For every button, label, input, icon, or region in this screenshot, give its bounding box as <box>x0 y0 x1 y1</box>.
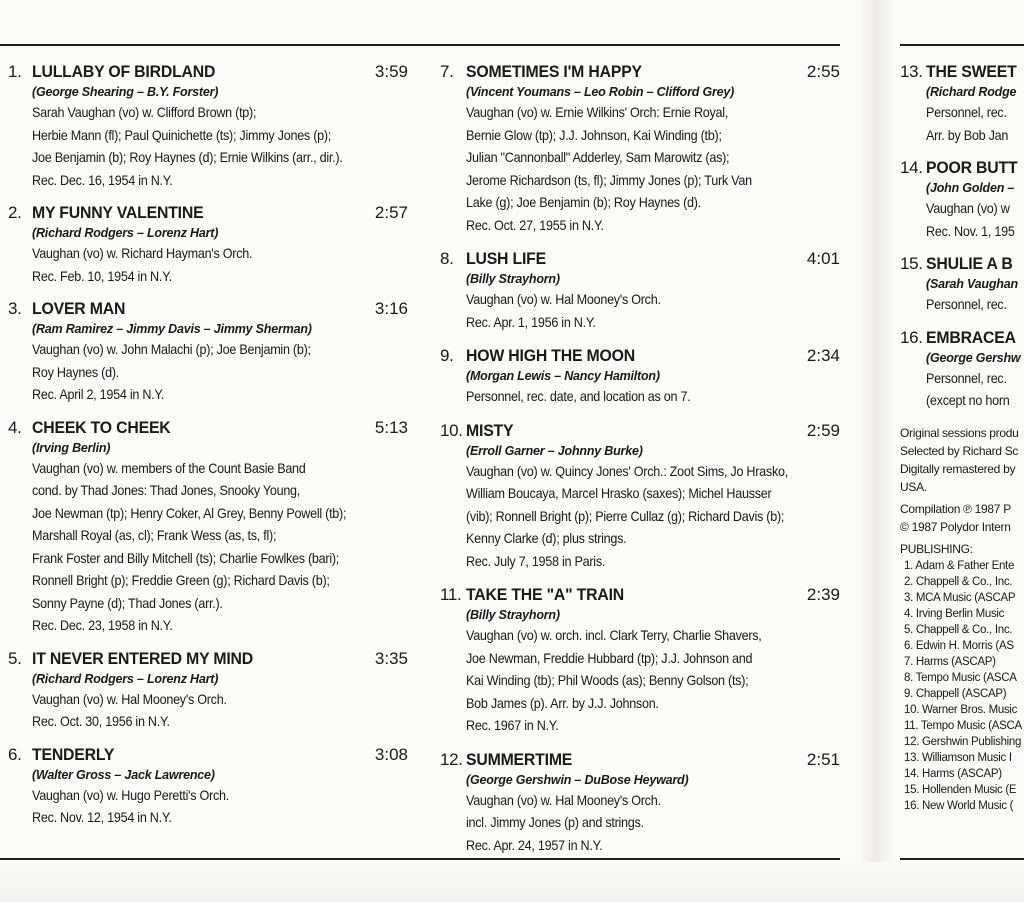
track-title: CHEEK TO CHEEK <box>32 417 171 437</box>
track-entry <box>900 62 1024 146</box>
track-detail-line: Jerome Richardson (ts, fl); Jimmy Jones (p); Turk Van <box>466 171 752 188</box>
track-number: 13. <box>900 62 923 81</box>
track-composer: (John Golden – <box>926 181 1015 195</box>
track-details <box>8 322 408 406</box>
track-details <box>900 85 1024 146</box>
track-detail-line: Kai Winding (tb); Phil Woods (as); Benny Golson (ts); <box>466 672 749 688</box>
track-header <box>8 299 408 319</box>
track-composer: (George Gershw <box>926 350 1021 365</box>
copyright-line: Compilation ℗ 1987 P <box>900 501 1011 516</box>
track-number: 10. <box>440 420 463 440</box>
track-detail-line: cond. by Thad Jones: Thad Jones, Snooky Young, <box>32 482 301 498</box>
credit-line: Selected by Richard Sc <box>900 443 1019 458</box>
track-detail-line: Rec. Oct. 27, 1955 in N.Y. <box>466 216 604 233</box>
track-detail-line: Rec. April 2, 1954 in N.Y. <box>32 386 165 402</box>
track-entry <box>8 299 408 406</box>
credit-line: Digitally remastered by <box>900 461 1016 476</box>
publishing-entry: 5. Chappell & Co., Inc. <box>904 623 1013 636</box>
page-fold <box>862 0 892 902</box>
track-number: 6. <box>8 744 22 764</box>
track-composer: (Richard Rodge <box>926 85 1017 99</box>
track-number: 3. <box>8 299 22 318</box>
track-detail-line: Vaughan (vo) w. Hal Mooney's Orch. <box>466 291 661 307</box>
track-entry <box>8 745 408 829</box>
track-details <box>8 672 408 733</box>
track-entry <box>8 418 408 637</box>
track-detail-line: Rec. Oct. 30, 1956 in N.Y. <box>32 713 170 729</box>
track-header <box>8 418 408 438</box>
track-composer: (Morgan Lewis – Nancy Hamilton) <box>466 369 660 383</box>
publishing-label: PUBLISHING: <box>900 541 973 556</box>
publishing-entry: 6. Edwin H. Morris (AS <box>904 639 1014 652</box>
track-header <box>440 249 840 269</box>
track-number: 7. <box>440 62 454 81</box>
track-detail-line: Personnel, rec. <box>926 369 1007 386</box>
track-entry <box>440 346 840 408</box>
track-detail-line: Rec. Apr. 24, 1957 in N.Y. <box>466 836 603 853</box>
track-detail-line: Joe Newman, Freddie Hubbard (tp); J.J. Johnson and <box>466 649 753 666</box>
track-header <box>440 750 840 770</box>
track-entry <box>440 750 840 857</box>
track-title: LUSH LIFE <box>466 249 547 268</box>
track-detail-line: Rec. Feb. 10, 1954 in N.Y. <box>32 267 172 284</box>
track-composer: (Richard Rodgers – Lorenz Hart) <box>32 671 219 686</box>
track-entry <box>440 249 840 333</box>
track-number: 8. <box>440 249 454 268</box>
publishing-entry: 2. Chappell & Co., Inc. <box>904 575 1013 588</box>
track-detail-line: Herbie Mann (fl); Paul Quinichette (ts); Jimmy Jones (p); <box>32 126 332 143</box>
track-entry <box>900 328 1024 412</box>
track-duration: 3:08 <box>374 744 408 764</box>
track-detail-line: Roy Haynes (d). <box>32 363 119 380</box>
track-title: LOVER MAN <box>32 299 126 318</box>
track-detail-line: Vaughan (vo) w. orch. incl. Clark Terry, Charlie Shavers, <box>466 627 762 643</box>
track-detail-line: Joe Benjamin (b); Roy Haynes (d); Ernie Wilkins (arr., dir.). <box>32 149 343 165</box>
track-entry <box>440 62 840 236</box>
publishing-entry: 16. New World Music ( <box>904 799 1014 812</box>
track-detail-line: (vib); Ronnell Bright (p); Pierre Cullaz (g); Richard Davis (b); <box>466 507 785 524</box>
track-composer: (Erroll Garner – Johnny Burke) <box>466 443 643 458</box>
track-title: HOW HIGH THE MOON <box>466 346 635 365</box>
track-list <box>900 62 1024 412</box>
track-detail-line: Vaughan (vo) w. John Malachi (p); Joe Benjamin (b); <box>32 341 311 357</box>
track-detail-line: Bernie Glow (tp); J.J. Johnson, Kai Winding (tb); <box>466 126 722 143</box>
credits-notes <box>900 424 1024 536</box>
track-number: 4. <box>8 417 22 437</box>
track-duration: 3:16 <box>374 299 408 318</box>
track-duration: 2:34 <box>806 346 840 365</box>
track-detail-line: Arr. by Bob Jan <box>926 126 1009 143</box>
track-detail-line: Vaughan (vo) w. Richard Hayman's Orch. <box>32 245 253 261</box>
track-detail-line: Personnel, rec. <box>926 104 1007 120</box>
publishing-entry: 4. Irving Berlin Music <box>904 607 1005 620</box>
track-composer: (Billy Strayhorn) <box>466 272 560 286</box>
track-header <box>440 585 840 605</box>
track-entry <box>8 62 408 191</box>
track-duration: 3:35 <box>374 648 408 668</box>
track-detail-line: Personnel, rec. date, and location as on 7. <box>466 388 691 404</box>
track-detail-line: Sarah Vaughan (vo) w. Clifford Brown (tp); <box>32 104 257 120</box>
track-header <box>440 421 840 441</box>
track-detail-line: Rec. 1967 in N.Y. <box>466 717 559 733</box>
track-detail-line: Rec. Apr. 1, 1956 in N.Y. <box>466 313 596 330</box>
track-details <box>900 351 1024 412</box>
track-header <box>8 649 408 669</box>
track-number: 2. <box>8 203 22 222</box>
track-detail-line: Vaughan (vo) w. Hugo Peretti's Orch. <box>32 786 229 803</box>
track-detail-line: Bob James (p). Arr. by J.J. Johnson. <box>466 694 659 711</box>
track-detail-line: Kenny Clarke (d); plus strings. <box>466 530 627 546</box>
top-rule <box>0 44 840 46</box>
track-entry <box>8 649 408 733</box>
track-header <box>440 62 840 82</box>
track-composer: (George Gershwin – DuBose Heyward) <box>466 772 689 787</box>
publishing-entry: 11. Tempo Music (ASCA <box>904 719 1022 732</box>
publishing-entry: 13. Williamson Music I <box>904 751 1012 764</box>
publishing-entry: 10. Warner Bros. Music <box>904 703 1018 716</box>
track-detail-line: Ronnell Bright (p); Freddie Green (g); Richard Davis (b); <box>32 572 330 588</box>
track-composer: (George Shearing – B.Y. Forster) <box>32 85 219 99</box>
track-entry <box>900 158 1024 242</box>
track-header <box>900 62 1024 82</box>
track-detail-line: Vaughan (vo) w. members of the Count Basie Band <box>32 459 306 476</box>
track-title: THE SWEET <box>926 62 1017 81</box>
publishing-entry: 12. Gershwin Publishing <box>904 735 1022 748</box>
track-detail-line: Sonny Payne (d); Thad Jones (arr.). <box>32 594 223 611</box>
track-details <box>8 226 408 287</box>
track-duration: 2:55 <box>806 62 840 81</box>
track-composer: (Sarah Vaughan <box>926 277 1018 291</box>
track-detail-line: William Boucaya, Marcel Hrasko (saxes); Michel Hausser <box>466 485 772 501</box>
publishing-entry: 1. Adam & Father Ente <box>904 559 1015 572</box>
track-number: 12. <box>440 749 463 769</box>
track-header <box>900 158 1024 178</box>
copyright-line: © 1987 Polydor Intern <box>900 519 1011 534</box>
track-header <box>8 62 408 82</box>
track-detail-line: Rec. July 7, 1958 in Paris. <box>466 552 606 569</box>
track-detail-line: Vaughan (vo) w <box>926 200 1010 216</box>
track-number: 15. <box>900 254 923 273</box>
track-detail-line: Joe Newman (tp); Henry Coker, Al Grey, Benny Powell (tb); <box>32 504 347 521</box>
track-detail-line: Rec. Nov. 1, 195 <box>926 222 1015 239</box>
track-entry <box>900 254 1024 316</box>
track-composer: (Ram Ramirez – Jimmy Davis – Jimmy Sherman) <box>32 322 312 336</box>
track-detail-line: Rec. Dec. 16, 1954 in N.Y. <box>32 171 173 188</box>
credit-line: Original sessions produ <box>900 425 1019 440</box>
track-title: POOR BUTT <box>926 158 1018 177</box>
credit-line: USA. <box>900 479 927 494</box>
track-duration: 3:59 <box>374 62 408 81</box>
track-entry <box>8 203 408 287</box>
track-header <box>440 346 840 366</box>
track-duration: 4:01 <box>806 249 840 268</box>
track-duration: 2:57 <box>374 203 408 222</box>
track-composer: (Walter Gross – Jack Lawrence) <box>32 767 215 782</box>
track-duration: 2:59 <box>806 420 840 440</box>
track-number: 14. <box>900 158 923 177</box>
track-duration: 5:13 <box>374 417 408 437</box>
track-title: MY FUNNY VALENTINE <box>32 203 204 222</box>
track-detail-line: Rec. Dec. 23, 1958 in N.Y. <box>32 617 173 633</box>
track-details <box>440 272 840 333</box>
track-composer: (Irving Berlin) <box>32 440 111 455</box>
track-number: 9. <box>440 346 454 365</box>
track-details <box>440 608 840 737</box>
track-header <box>8 745 408 765</box>
track-title: IT NEVER ENTERED MY MIND <box>32 648 254 668</box>
track-title: TAKE THE "A" TRAIN <box>466 585 625 604</box>
track-title: SUMMERTIME <box>466 749 573 769</box>
top-rule-right <box>900 44 1024 46</box>
track-details <box>440 85 840 236</box>
track-title: EMBRACEA <box>926 327 1016 347</box>
track-details <box>8 441 408 637</box>
track-details <box>8 768 408 829</box>
publishing-entry: 7. Harms (ASCAP) <box>904 655 996 668</box>
track-title: SHULIE A B <box>926 254 1013 273</box>
track-duration: 2:39 <box>806 585 840 604</box>
track-detail-line: Vaughan (vo) w. Hal Mooney's Orch. <box>466 791 661 808</box>
track-duration: 2:51 <box>806 749 840 769</box>
track-number: 5. <box>8 648 22 668</box>
track-detail-line: Vaughan (vo) w. Quincy Jones' Orch.: Zoot Sims, Jo Hrasko, <box>466 462 788 479</box>
track-detail-line: Frank Foster and Billy Mitchell (ts); Charlie Fowlkes (bari); <box>32 549 340 566</box>
bottom-rule-right <box>900 858 1024 860</box>
track-title: SOMETIMES I'M HAPPY <box>466 62 642 81</box>
track-details <box>440 773 840 857</box>
publishing-entry: 8. Tempo Music (ASCA <box>904 671 1017 684</box>
track-title: LULLABY OF BIRDLAND <box>32 62 216 81</box>
track-details <box>440 369 840 408</box>
publishing-entry: 9. Chappell (ASCAP) <box>904 687 1007 700</box>
track-composer: (Vincent Youmans – Leo Robin – Clifford Grey) <box>466 85 735 99</box>
track-detail-line: Lake (g); Joe Benjamin (b); Roy Haynes (d). <box>466 194 701 210</box>
track-detail-line: Vaughan (vo) w. Ernie Wilkins' Orch: Ernie Royal, <box>466 104 729 120</box>
track-composer: (Richard Rodgers – Lorenz Hart) <box>32 226 219 240</box>
track-detail-line: (except no horn <box>926 392 1010 408</box>
publishing-entry: 14. Harms (ASCAP) <box>904 767 1002 780</box>
track-detail-line: Marshall Royal (as, cl); Frank Wess (as, ts, fl); <box>32 527 277 543</box>
publishing-list <box>900 558 1024 814</box>
track-number: 1. <box>8 62 22 81</box>
track-detail-line: Rec. Nov. 12, 1954 in N.Y. <box>32 809 172 825</box>
track-entry <box>440 421 840 573</box>
track-detail-line: incl. Jimmy Jones (p) and strings. <box>466 814 644 830</box>
column-right <box>900 62 1024 814</box>
track-header <box>900 328 1024 348</box>
track-detail-line: Personnel, rec. <box>926 296 1007 312</box>
column-left <box>8 62 408 841</box>
track-title: MISTY <box>466 420 514 440</box>
track-details <box>8 85 408 191</box>
track-entry <box>440 585 840 737</box>
track-title: TENDERLY <box>32 744 115 764</box>
track-detail-line: Julian "Cannonball" Adderley, Sam Marowitz (as); <box>466 149 730 165</box>
track-details <box>440 444 840 573</box>
track-number: 11. <box>440 585 462 604</box>
track-header <box>8 203 408 223</box>
column-middle <box>440 62 840 869</box>
track-detail-line: Vaughan (vo) w. Hal Mooney's Orch. <box>32 690 227 707</box>
track-details <box>900 181 1024 242</box>
track-header <box>900 254 1024 274</box>
track-number: 16. <box>900 327 923 347</box>
track-details <box>900 277 1024 316</box>
publishing-entry: 15. Hollenden Music (E <box>904 783 1017 796</box>
publishing-entry: 3. MCA Music (ASCAP <box>904 591 1016 604</box>
track-composer: (Billy Strayhorn) <box>466 608 560 622</box>
